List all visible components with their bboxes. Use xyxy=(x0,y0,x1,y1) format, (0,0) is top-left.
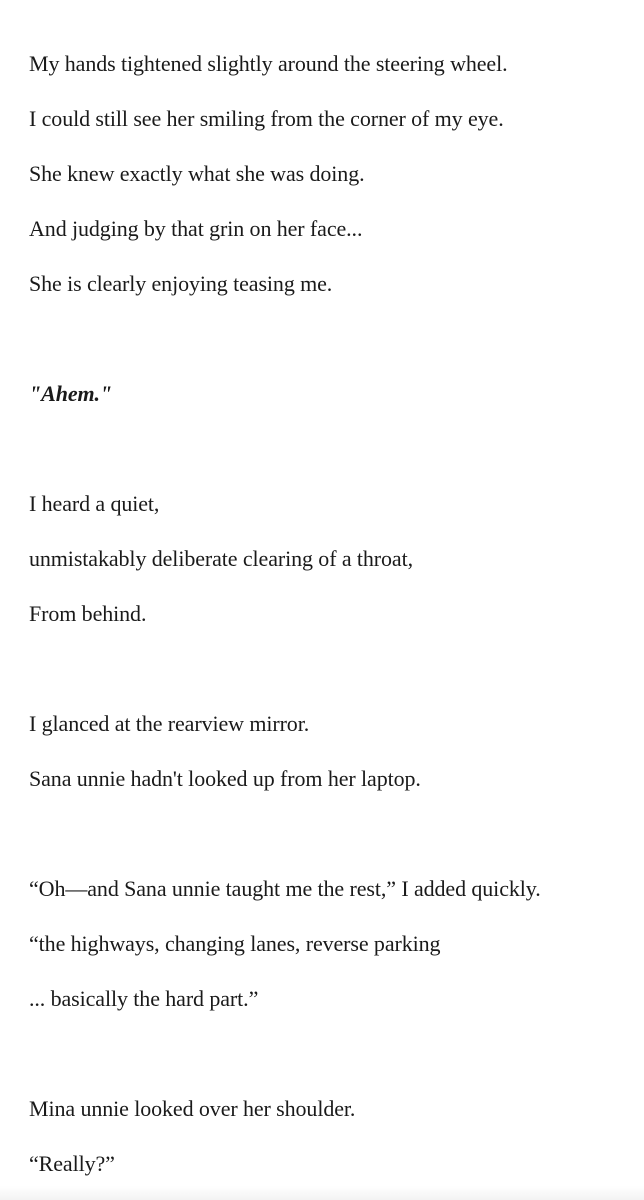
story-line: She is clearly enjoying teasing me. xyxy=(29,271,333,296)
story-line: Sana unnie hadn't looked up from her laptop. xyxy=(29,766,421,791)
story-line: My hands tightened slightly around the steering wheel. xyxy=(29,51,508,76)
story-line-emphasis: "Ahem." xyxy=(29,381,113,406)
story-line: I glanced at the rearview mirror. xyxy=(29,711,310,736)
story-line: “Oh—and Sana unnie taught me the rest,” I added quickly. xyxy=(29,876,541,901)
story-line: unmistakably deliberate clearing of a throat, xyxy=(29,546,414,571)
story-line: “the highways, changing lanes, reverse parking xyxy=(29,931,441,956)
story-line: From behind. xyxy=(29,601,147,626)
story-line: And judging by that grin on her face... xyxy=(29,216,363,241)
story-line: ... basically the hard part.” xyxy=(29,986,259,1011)
story-line: “Really?” xyxy=(29,1151,115,1176)
story-line: I could still see her smiling from the corner of my eye. xyxy=(29,106,504,131)
story-line: She knew exactly what she was doing. xyxy=(29,161,365,186)
bottom-edge-shade xyxy=(0,1186,644,1200)
story-line: Mina unnie looked over her shoulder. xyxy=(29,1096,356,1121)
story-line: I heard a quiet, xyxy=(29,491,160,516)
